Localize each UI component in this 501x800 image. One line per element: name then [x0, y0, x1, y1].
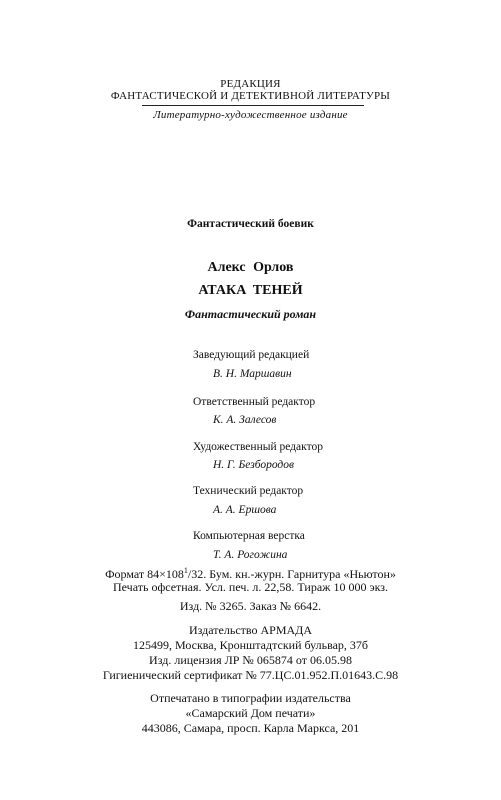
credit-name-art-editor: Н. Г. Безбородов [213, 459, 294, 471]
credit-role-art-editor: Художественный редактор [193, 441, 323, 453]
book-title: АТАКА ТЕНЕЙ [198, 283, 303, 298]
credit-role-head-editor: Заведующий редакцией [193, 349, 310, 361]
credit-name-responsible-editor: К. А. Залесов [213, 414, 277, 426]
format-prefix: Формат 84×108 [105, 567, 184, 581]
credit-name-head-editor: В. Н. Маршавин [213, 368, 292, 380]
printer-line-2: «Самарский Дом печати» [185, 706, 316, 720]
editorial-office-name: ФАНТАСТИЧЕСКОЙ И ДЕТЕКТИВНОЙ ЛИТЕРАТУРЫ [110, 90, 391, 102]
genre-label: Фантастический боевик [187, 218, 314, 230]
printer-line-1: Отпечатано в типографии издательства [150, 691, 351, 705]
publisher-address: 125499, Москва, Кронштадтский бульвар, 37б [132, 638, 369, 652]
printer-address: 443086, Самара, просп. Карла Маркса, 201 [141, 721, 360, 735]
header-divider [142, 105, 364, 106]
format-suffix: /32. Бум. кн.-журн. Гарнитура «Ньютон» [187, 567, 396, 581]
print-line: Печать офсетная. Усл. печ. л. 22,58. Тираж 10 000 экз. [112, 580, 389, 594]
publisher-name: Издательство АРМАДА [188, 623, 313, 637]
book-type: Фантастический роман [184, 307, 317, 321]
credit-name-layout: Т. А. Рогожина [213, 549, 288, 561]
order-line: Изд. № 3265. Заказ № 6642. [179, 599, 322, 613]
editorial-office-label: РЕДАКЦИЯ [220, 78, 281, 90]
author-name: Алекс Орлов [207, 260, 294, 275]
credit-role-layout: Компьютерная верстка [193, 530, 305, 542]
format-superscript: 1 [183, 566, 188, 575]
publisher-license: Изд. лицензия ЛР № 065874 от 06.05.98 [149, 653, 352, 667]
credit-name-technical-editor: А. А. Ершова [213, 504, 277, 516]
credit-role-responsible-editor: Ответственный редактор [193, 396, 316, 408]
hygiene-certificate: Гигиенический сертификат № 77.ЦС.01.952.П.01643.С.98 [102, 668, 399, 682]
credit-role-technical-editor: Технический редактор [193, 485, 304, 497]
edition-type: Литературно-художественное издание [153, 109, 348, 121]
